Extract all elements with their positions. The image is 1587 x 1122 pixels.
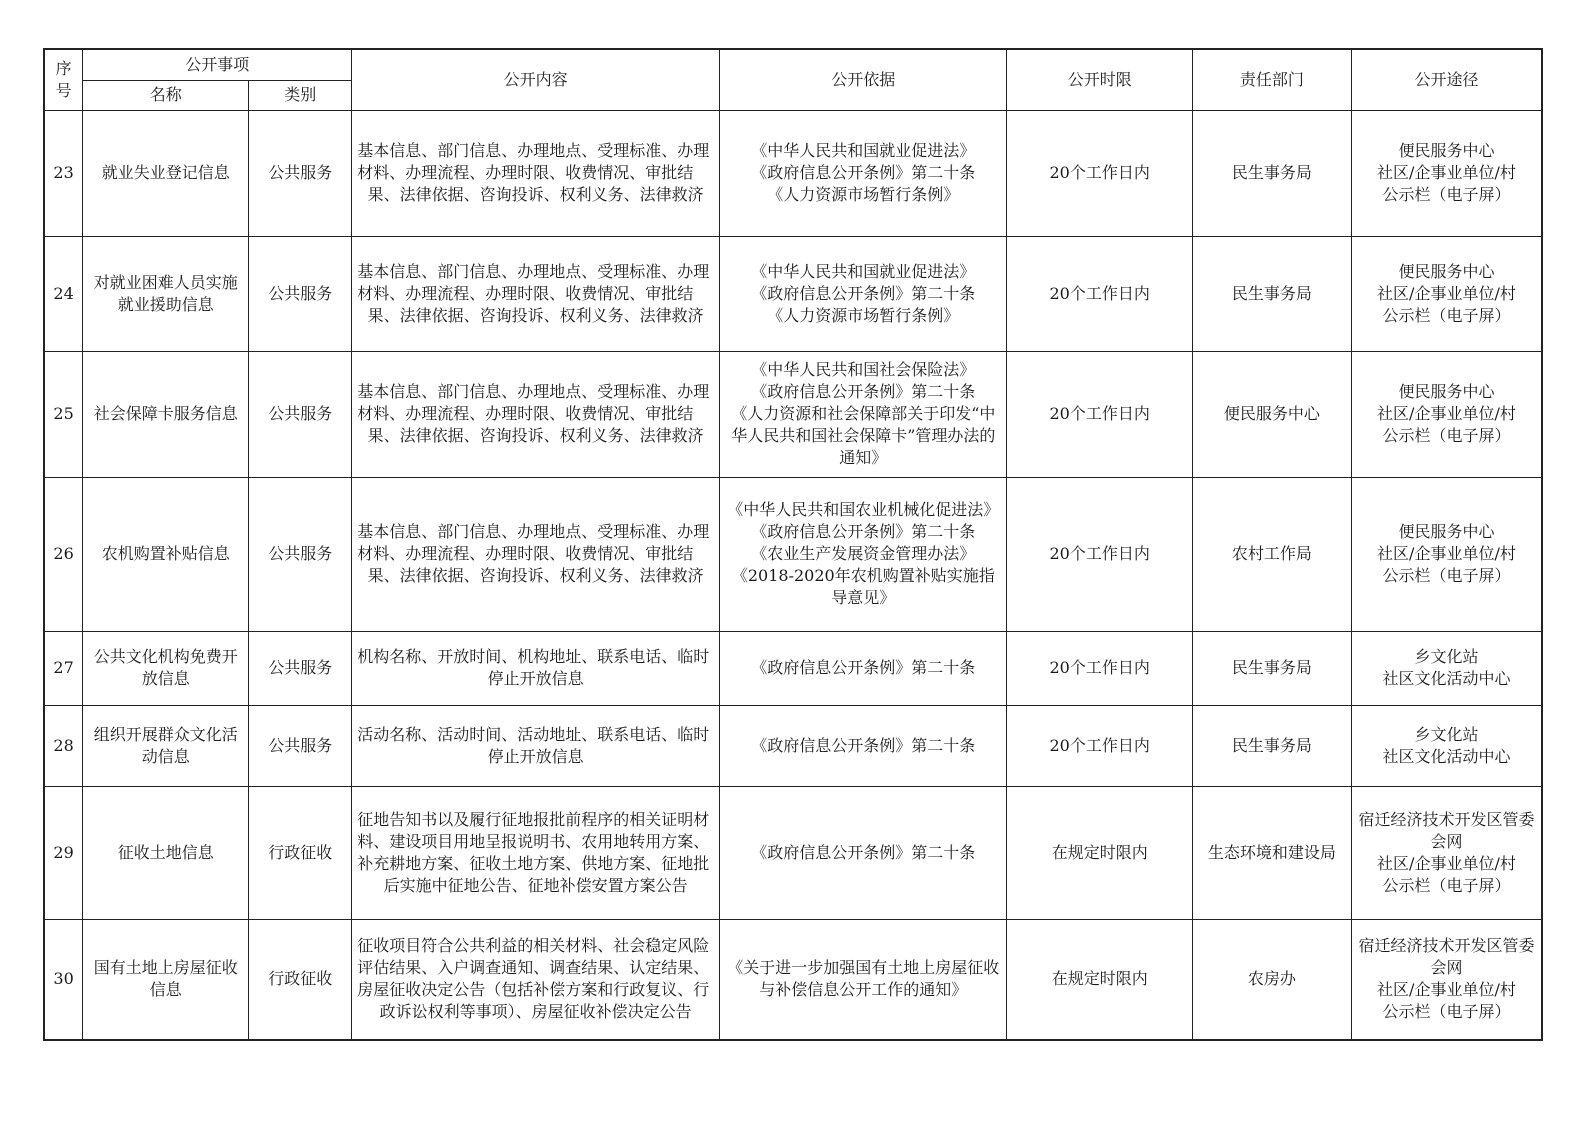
- row-department: 民生事务局: [1192, 705, 1351, 786]
- row-seq: 26: [44, 477, 83, 631]
- row-name: 公共文化机构免费开放信息: [83, 631, 249, 705]
- row-basis-line: 《政府信息公开条例》第二十条: [751, 735, 976, 755]
- row-time-limit: 在规定时限内: [1007, 786, 1192, 919]
- header-department: 责任部门: [1192, 49, 1351, 110]
- row-name: 国有土地上房屋征收信息: [83, 919, 249, 1040]
- row-time-limit: 20个工作日内: [1007, 705, 1192, 786]
- row-channel-line: 便民服务中心: [1398, 382, 1495, 401]
- row-channel-line: 公示栏（电子屏）: [1382, 1002, 1511, 1022]
- row-name: 社会保障卡服务信息: [83, 351, 249, 477]
- row-seq: 27: [44, 631, 83, 705]
- row-name: 征收土地信息: [83, 786, 249, 919]
- row-department: 民生事务局: [1192, 236, 1351, 351]
- row-category: 行政征收: [249, 919, 352, 1040]
- row-channel-line: 公示栏（电子屏）: [1382, 566, 1511, 585]
- row-content: 基本信息、部门信息、办理地点、受理标准、办理材料、办理流程、办理时限、收费情况、审批结果、法律依据、咨询投诉、权利义务、法律救济: [352, 110, 720, 236]
- row-time-limit: 20个工作日内: [1007, 477, 1192, 631]
- row-time-limit: 20个工作日内: [1007, 351, 1192, 477]
- row-name: 对就业困难人员实施就业援助信息: [83, 236, 249, 351]
- row-department: 民生事务局: [1192, 631, 1351, 705]
- row-basis: [720, 110, 1007, 236]
- row-category: 公共服务: [249, 236, 352, 351]
- row-basis: [720, 477, 1007, 631]
- row-seq: 29: [44, 786, 83, 919]
- row-channel-line: 便民服务中心: [1398, 261, 1495, 281]
- row-category: 公共服务: [249, 110, 352, 236]
- row-basis: [720, 919, 1007, 1040]
- row-seq: 24: [44, 236, 83, 351]
- row-channel-line: 社区文化活动中心: [1382, 669, 1511, 688]
- row-channel-line: 公示栏（电子屏）: [1382, 305, 1511, 325]
- row-time-limit: 20个工作日内: [1007, 110, 1192, 236]
- header-time-limit: 公开时限: [1007, 49, 1192, 110]
- row-basis-line: 《政府信息公开条例》第二十条: [751, 522, 976, 541]
- row-channel-line: 社区/企事业单位/村: [1377, 853, 1516, 873]
- row-department: 农村工作局: [1192, 477, 1351, 631]
- row-category: 行政征收: [249, 786, 352, 919]
- table-row: [44, 919, 1542, 1040]
- row-basis-line: 《人力资源和社会保障部关于印发“中华人民共和国社会保障卡”管理办法的通知》: [731, 404, 996, 467]
- row-seq: 23: [44, 110, 83, 236]
- row-basis: [720, 351, 1007, 477]
- row-basis-line: 《政府信息公开条例》第二十条: [751, 283, 976, 303]
- row-basis: [720, 786, 1007, 919]
- row-seq: 28: [44, 705, 83, 786]
- row-content: 征收项目符合公共利益的相关材料、社会稳定风险评估结果、入户调查通知、调查结果、认定结果、房屋征收决定公告（包括补偿方案和行政复议、行政诉讼权利等事项）、房屋征收补偿决定公告: [352, 919, 720, 1040]
- table-body: [44, 110, 1542, 1040]
- row-name: 农机购置补贴信息: [83, 477, 249, 631]
- table-row: [44, 786, 1542, 919]
- row-category: 公共服务: [249, 705, 352, 786]
- disclosure-table: [43, 48, 1543, 1041]
- row-basis: [720, 236, 1007, 351]
- row-channel-line: 社区/企事业单位/村: [1377, 163, 1516, 182]
- row-basis-line: 《政府信息公开条例》第二十条: [751, 382, 976, 401]
- header-channel: 公开途径: [1351, 49, 1542, 110]
- row-basis-line: 《2018-2020年农机购置补贴实施指导意见》: [731, 566, 995, 607]
- row-basis-line: 《人力资源市场暂行条例》: [767, 185, 960, 204]
- header-basis: 公开依据: [720, 49, 1007, 110]
- row-channel-line: 社区/企事业单位/村: [1377, 404, 1516, 423]
- table-row: [44, 236, 1542, 351]
- row-channel-line: 公示栏（电子屏）: [1382, 426, 1511, 445]
- row-channel: [1351, 705, 1542, 786]
- row-category: 公共服务: [249, 631, 352, 705]
- row-basis: [720, 705, 1007, 786]
- row-channel-line: 公示栏（电子屏）: [1382, 875, 1511, 895]
- row-category: 公共服务: [249, 477, 352, 631]
- row-basis-line: 《政府信息公开条例》第二十条: [751, 163, 976, 182]
- row-channel-line: 宿迁经济技术开发区管委会网: [1358, 809, 1535, 851]
- row-time-limit: 在规定时限内: [1007, 919, 1192, 1040]
- row-seq: 25: [44, 351, 83, 477]
- row-channel: [1351, 110, 1542, 236]
- row-channel: [1351, 786, 1542, 919]
- row-name: 就业失业登记信息: [83, 110, 249, 236]
- row-basis-line: 《政府信息公开条例》第二十条: [751, 842, 976, 862]
- row-content: 征地告知书以及履行征地报批前程序的相关证明材料、建设项目用地呈报说明书、农用地转用方案、补充耕地方案、征收土地方案、供地方案、征地批后实施中征地公告、征地补偿安置方案公告: [352, 786, 720, 919]
- row-channel-line: 社区/企事业单位/村: [1377, 544, 1516, 563]
- table-row: [44, 705, 1542, 786]
- table-header: [44, 49, 1542, 110]
- row-department: 民生事务局: [1192, 110, 1351, 236]
- row-name: 组织开展群众文化活动信息: [83, 705, 249, 786]
- row-content: 基本信息、部门信息、办理地点、受理标准、办理材料、办理流程、办理时限、收费情况、审批结果、法律依据、咨询投诉、权利义务、法律救济: [352, 351, 720, 477]
- row-channel-line: 乡文化站: [1414, 724, 1479, 744]
- row-seq: 30: [44, 919, 83, 1040]
- row-channel: [1351, 236, 1542, 351]
- row-basis-line: 《中华人民共和国农业机械化促进法》: [727, 500, 1000, 519]
- row-channel-line: 宿迁经济技术开发区管委会网: [1358, 936, 1535, 978]
- row-basis-line: 《中华人民共和国就业促进法》: [751, 261, 976, 281]
- row-channel: [1351, 919, 1542, 1040]
- row-department: 便民服务中心: [1192, 351, 1351, 477]
- row-channel-line: 社区文化活动中心: [1382, 746, 1511, 766]
- table-row: [44, 110, 1542, 236]
- row-department: 农房办: [1192, 919, 1351, 1040]
- row-channel-line: 社区/企事业单位/村: [1377, 283, 1516, 303]
- row-basis-line: 《中华人民共和国就业促进法》: [751, 141, 976, 160]
- row-category: 公共服务: [249, 351, 352, 477]
- row-content: 基本信息、部门信息、办理地点、受理标准、办理材料、办理流程、办理时限、收费情况、审批结果、法律依据、咨询投诉、权利义务、法律救济: [352, 477, 720, 631]
- row-basis-line: 《农业生产发展资金管理办法》: [751, 544, 976, 563]
- row-channel: [1351, 631, 1542, 705]
- header-category: 类别: [249, 80, 352, 110]
- row-content: 活动名称、活动时间、活动地址、联系电话、临时停止开放信息: [352, 705, 720, 786]
- row-department: 生态环境和建设局: [1192, 786, 1351, 919]
- row-time-limit: 20个工作日内: [1007, 631, 1192, 705]
- row-channel: [1351, 351, 1542, 477]
- row-channel: [1351, 477, 1542, 631]
- row-channel-line: 便民服务中心: [1398, 522, 1495, 541]
- table-row: [44, 351, 1542, 477]
- row-channel-line: 便民服务中心: [1398, 141, 1495, 160]
- row-channel-line: 乡文化站: [1414, 647, 1479, 666]
- row-channel-line: 公示栏（电子屏）: [1382, 185, 1511, 204]
- header-content: 公开内容: [352, 49, 720, 110]
- row-channel-line: 社区/企事业单位/村: [1377, 980, 1516, 1000]
- table-row: [44, 631, 1542, 705]
- table-row: [44, 477, 1542, 631]
- row-time-limit: 20个工作日内: [1007, 236, 1192, 351]
- row-basis-line: 《关于进一步加强国有土地上房屋征收与补偿信息公开工作的通知》: [727, 958, 1000, 1000]
- row-content: 机构名称、开放时间、机构地址、联系电话、临时停止开放信息: [352, 631, 720, 705]
- row-content: 基本信息、部门信息、办理地点、受理标准、办理材料、办理流程、办理时限、收费情况、审批结果、法律依据、咨询投诉、权利义务、法律救济: [352, 236, 720, 351]
- header-name: 名称: [83, 80, 249, 110]
- header-item-group: 公开事项: [83, 49, 352, 80]
- row-basis-line: 《中华人民共和国社会保险法》: [751, 360, 976, 379]
- row-basis-line: 《政府信息公开条例》第二十条: [751, 658, 976, 677]
- header-seq: 序号: [44, 49, 83, 110]
- row-basis-line: 《人力资源市场暂行条例》: [767, 305, 960, 325]
- row-basis: [720, 631, 1007, 705]
